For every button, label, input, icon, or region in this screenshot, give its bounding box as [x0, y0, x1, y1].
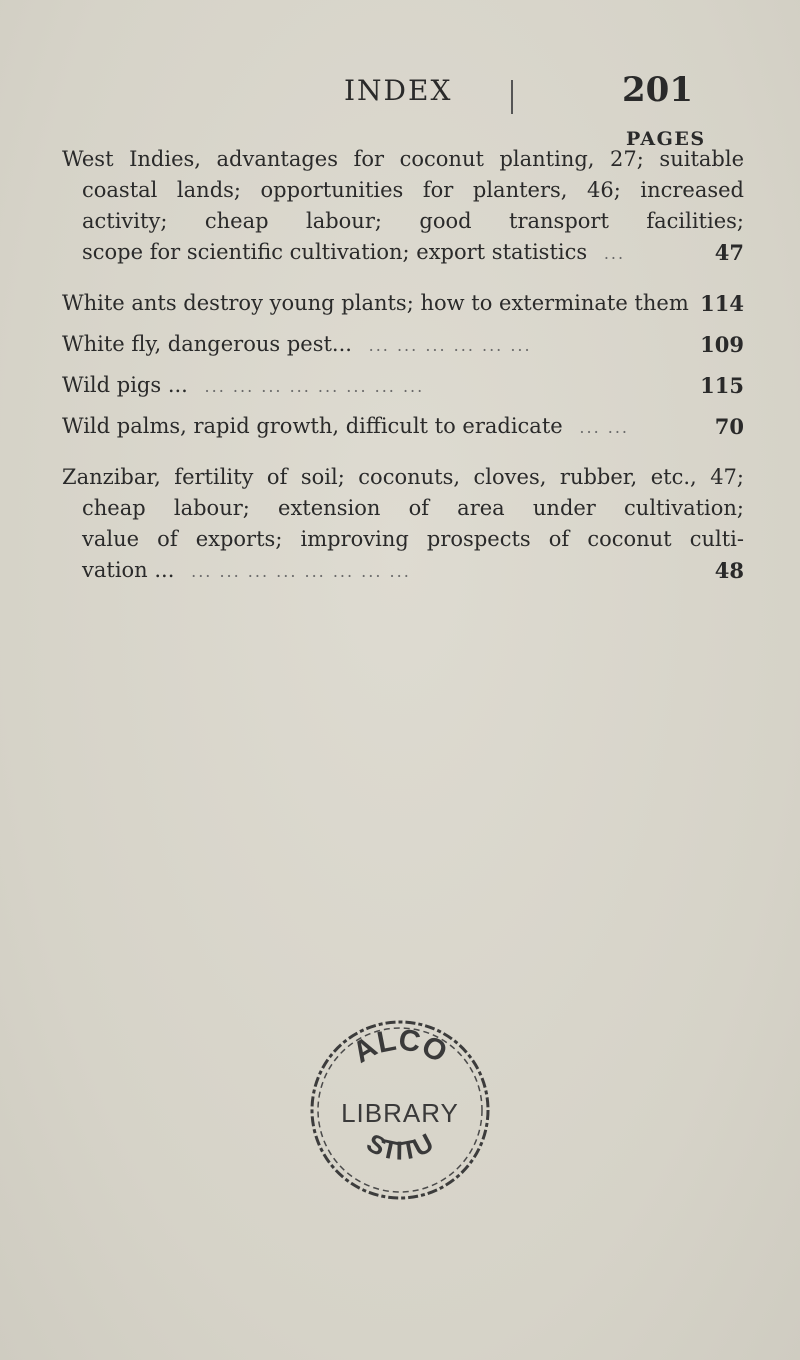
- entry-line: Zanzibar, fertility of soil; coconuts, cloves, rubber, etc., 47;: [62, 465, 744, 489]
- leader-dots: ...: [603, 244, 626, 263]
- entry-page-number: 109: [700, 332, 744, 357]
- page-number: 201: [622, 70, 693, 110]
- entry-page-number: 115: [700, 373, 744, 398]
- pages-column-label: PAGES: [626, 128, 706, 150]
- leader-dots: ... ... ... ... ... ... ... ...: [191, 562, 411, 581]
- index-entry: [62, 329, 744, 360]
- index-title: INDEX: [344, 74, 453, 107]
- leader-dots: ... ... ... ... ... ... ... ...: [204, 377, 425, 396]
- entry-line: West Indies, advantages for coconut planting, 27; suitable: [62, 147, 744, 171]
- library-stamp: [300, 1010, 500, 1210]
- entry-line: White fly, dangerous pest... ... ... ... ... ... ... 109: [62, 329, 744, 360]
- running-head: [0, 70, 800, 114]
- entry-line: value of exports; improving prospects of coconut culti-: [82, 527, 744, 551]
- entry-page-number: 114: [700, 291, 744, 316]
- entry-line: scope for scientific cultivation; export statistics ... 47: [62, 237, 744, 268]
- leader-dots: ... ...: [579, 418, 629, 437]
- header-divider: [511, 80, 513, 114]
- leader-dots: ... ... ... ... ... ...: [368, 336, 532, 355]
- entry-line: White ants destroy young plants; how to exterminate them 114: [62, 288, 744, 319]
- library-stamp-icon: [300, 1010, 500, 1210]
- entry-line: cheap labour; extension of area under cultivation;: [82, 496, 744, 520]
- index-entry: [62, 288, 744, 319]
- entry-line: vation ... ... ... ... ... ... ... ... ... 48: [62, 555, 744, 586]
- entry-page-number: 48: [714, 558, 744, 583]
- index-entries: [62, 144, 744, 596]
- index-entry: [62, 462, 744, 586]
- entry-line: coastal lands; opportunities for planters, 46; increased: [82, 178, 744, 202]
- svg-text:ALCO: ALCO: [347, 1023, 453, 1070]
- svg-text:STITU: STITU: [361, 1127, 439, 1166]
- entry-line: Wild pigs ... ... ... ... ... ... ... ... ... 115: [62, 370, 744, 401]
- index-entry: [62, 411, 744, 442]
- index-entry: [62, 370, 744, 401]
- index-entry: [62, 144, 744, 268]
- svg-text:LIBRARY: LIBRARY: [341, 1098, 459, 1128]
- entry-page-number: 70: [714, 414, 744, 439]
- entry-line: Wild palms, rapid growth, difficult to eradicate ... ... 70: [62, 411, 744, 442]
- entry-line: activity; cheap labour; good transport facilities;: [82, 209, 744, 233]
- entry-page-number: 47: [714, 240, 744, 265]
